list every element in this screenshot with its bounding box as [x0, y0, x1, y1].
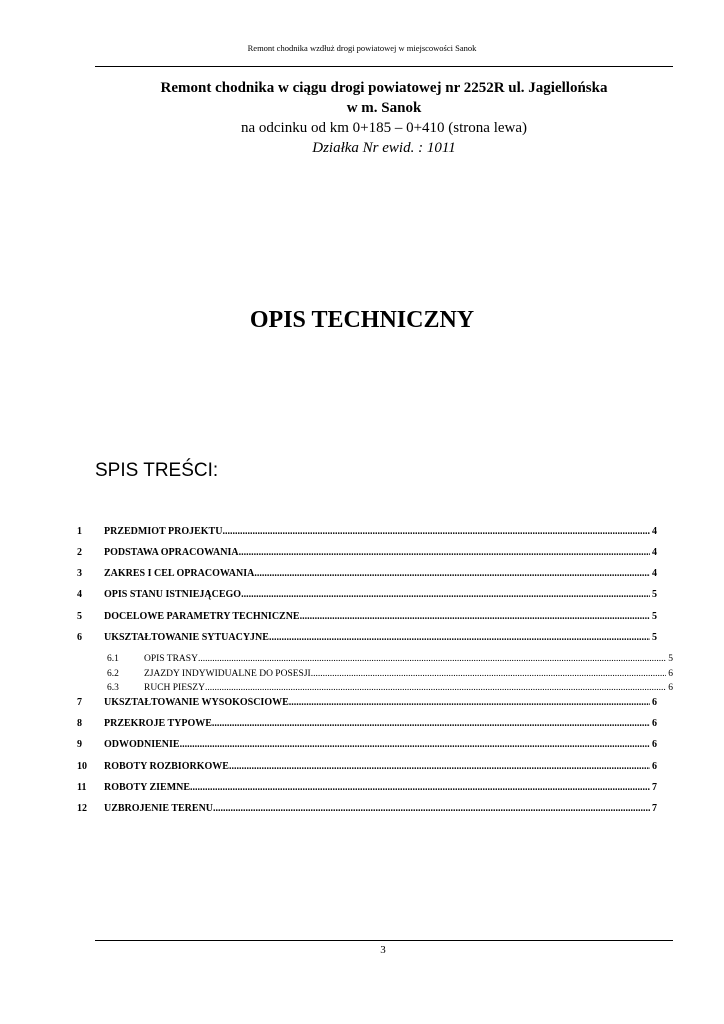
toc-entry-page: 6 — [668, 669, 673, 679]
toc-entry-number: 6.2 — [107, 669, 119, 679]
toc-entry-label: RUCH PIESZY — [144, 683, 205, 693]
toc-entry-number: 10 — [77, 761, 87, 772]
toc-entry[interactable] — [77, 611, 657, 622]
toc-entry[interactable] — [77, 803, 657, 814]
toc-subentry[interactable] — [107, 654, 673, 664]
page-number: 3 — [380, 944, 386, 956]
toc-leader-dots — [311, 669, 667, 679]
toc-entry-page: 6 — [652, 739, 657, 750]
toc-subentry[interactable] — [107, 669, 673, 679]
toc-leader-dots — [229, 761, 650, 772]
title-line-2: w m. Sanok — [346, 100, 422, 116]
toc-entry-number: 6 — [77, 632, 82, 643]
toc-entry-label: UKSZTAŁTOWANIE WYSOKOŚCIOWE — [104, 697, 289, 708]
toc-entry-number: 6.1 — [107, 654, 119, 664]
toc-entry[interactable] — [77, 761, 657, 772]
footer-rule — [95, 940, 673, 941]
toc-leader-dots — [241, 589, 650, 600]
toc-leader-dots — [269, 632, 650, 643]
toc-leader-dots — [300, 611, 650, 622]
toc-entry-number: 4 — [77, 589, 82, 600]
toc-entry-label: UKSZTAŁTOWANIE SYTUACYJNE — [104, 632, 269, 643]
toc-entry-label: OPIS STANU ISTNIEJĄCEGO — [104, 589, 242, 600]
toc-entry-label: PODSTAWA OPRACOWANIA — [104, 547, 239, 558]
toc-entry-page: 6 — [668, 683, 673, 693]
toc-leader-dots — [239, 547, 650, 558]
toc-entry-page: 7 — [652, 782, 657, 793]
toc-entry-label: ZAKRES I CEL OPRACOWANIA — [104, 568, 255, 579]
running-header: Remont chodnika wzdłuż drogi powiatowej w miejscowości Sanok — [247, 43, 477, 53]
toc-entry-number: 8 — [77, 718, 82, 729]
toc-leader-dots — [222, 526, 650, 537]
toc-entry-page: 6 — [652, 718, 657, 729]
toc-entry-number: 12 — [77, 803, 87, 814]
toc-entry-page: 6 — [652, 761, 657, 772]
toc-leader-dots — [198, 654, 666, 664]
toc-entry-label: DOCELOWE PARAMETRY TECHNICZNE — [104, 611, 300, 622]
toc-entry-number: 2 — [77, 547, 82, 558]
toc-entry-page: 4 — [652, 547, 657, 558]
toc-entry[interactable] — [77, 568, 657, 579]
toc-entry-number: 6.3 — [107, 683, 119, 693]
toc-entry[interactable] — [77, 526, 657, 537]
toc-leader-dots — [190, 782, 650, 793]
title-line-4: Działka Nr ewid. : 1011 — [312, 140, 456, 156]
toc-entry[interactable] — [77, 739, 657, 750]
title-line-1: Remont chodnika w ciągu drogi powiatowej nr 2252R ul. Jagiellońska — [160, 80, 608, 96]
toc-entry-label: OPIS TRASY — [144, 654, 198, 664]
toc-entry[interactable] — [77, 697, 657, 708]
toc-entry[interactable] — [77, 782, 657, 793]
toc-entry-label: PRZEKROJE TYPOWE — [104, 718, 212, 729]
toc-entry-page: 5 — [652, 589, 657, 600]
toc-entry-page: 4 — [652, 526, 657, 537]
toc-leader-dots — [205, 683, 666, 693]
toc-entry-number: 7 — [77, 697, 82, 708]
toc-entry-label: ZJAZDY INDYWIDUALNE DO POSESJI — [144, 669, 311, 679]
toc-leader-dots — [180, 739, 650, 750]
toc-entry-page: 5 — [668, 654, 673, 664]
toc-entry-label: ODWODNIENIE — [104, 739, 180, 750]
toc-leader-dots — [289, 697, 650, 708]
toc-leader-dots — [213, 803, 650, 814]
toc-entry-label: PRZEDMIOT PROJEKTU — [104, 526, 223, 537]
header-rule — [95, 66, 673, 67]
toc-entry-number: 9 — [77, 739, 82, 750]
toc-leader-dots — [212, 718, 650, 729]
toc-entry-page: 7 — [652, 803, 657, 814]
toc-entry-number: 11 — [77, 782, 87, 793]
toc-entry[interactable] — [77, 589, 657, 600]
toc-entry[interactable] — [77, 632, 657, 643]
toc-leader-dots — [254, 568, 650, 579]
toc-subentry[interactable] — [107, 683, 673, 693]
toc-entry[interactable] — [77, 547, 657, 558]
toc-entry-label: UZBROJENIE TERENU — [104, 803, 214, 814]
toc-entry-label: ROBOTY ZIEMNE — [104, 782, 191, 793]
toc-entry-number: 5 — [77, 611, 82, 622]
toc-entry[interactable] — [77, 718, 657, 729]
title-line-3: na odcinku od km 0+185 – 0+410 (strona lewa) — [240, 120, 528, 136]
toc-entry-page: 5 — [652, 632, 657, 643]
toc-entry-number: 3 — [77, 568, 82, 579]
title-block — [95, 78, 673, 158]
toc-entry-label: ROBOTY ROZBIÓRKOWE — [104, 761, 229, 772]
toc-entry-page: 4 — [652, 568, 657, 579]
toc-entry-number: 1 — [77, 526, 82, 537]
toc-heading: SPIS TREŚCI: — [95, 460, 219, 481]
document-title: OPIS TECHNICZNY — [249, 307, 475, 333]
toc-entry-page: 6 — [652, 697, 657, 708]
toc-entry-page: 5 — [652, 611, 657, 622]
